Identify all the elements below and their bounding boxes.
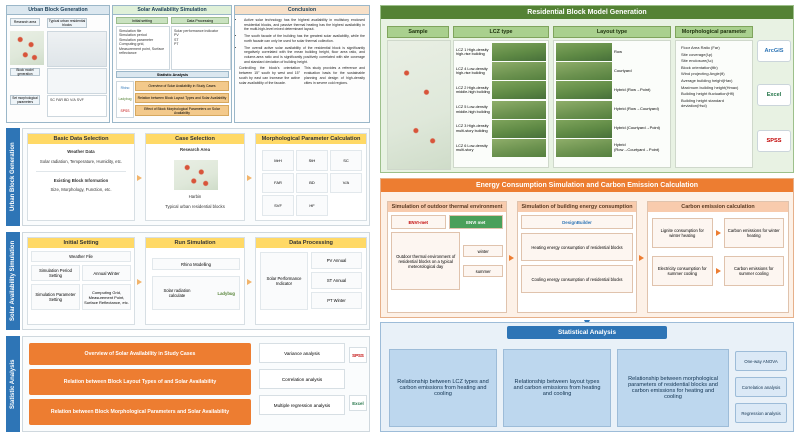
- spss-logo: SPSS: [120, 109, 130, 114]
- ladybug-logo: Ladybug: [118, 97, 132, 102]
- designbuilder-logo: DesignBuilder: [521, 215, 633, 229]
- arrow-right: [247, 279, 252, 285]
- section-title: Residential Block Model Generation: [381, 6, 793, 19]
- morph-param-3: Site enclosure(λc): [681, 58, 714, 64]
- solar-performance-indicator-label: Solar Performance Indicator: [260, 252, 308, 310]
- morph-param-7: Maximum building height(Hmax): [681, 84, 739, 90]
- param-svf: SVF: [262, 195, 294, 216]
- layout-item-5-image: [556, 120, 612, 138]
- note-research-area: Research area: [10, 18, 40, 26]
- panel-title: Simulation of outdoor thermal environment: [388, 202, 506, 212]
- panel-carbon-emission-calculation: [647, 201, 789, 313]
- initial-setting-header: Initial setting: [116, 17, 168, 24]
- card-title: Basic Data Selection: [28, 134, 134, 144]
- lcz-item-6-image: [492, 139, 546, 157]
- stat-card-morph: Relationship between morphological parameters of residential blocks and carbon emissions for heating and cooling: [617, 349, 729, 427]
- morphological-parameter-list: [675, 40, 753, 168]
- panel-urban-block-generation: [6, 5, 110, 123]
- layout-item-3-label: Hybrid (Row→Point): [614, 87, 651, 93]
- lcz-item-2-label: LCZ 4 Low-density high-rise building: [456, 66, 488, 76]
- layout-item-4-image: [556, 101, 612, 119]
- layout-item-6-label: Hybrid (Row→Courtyard→Point): [614, 142, 660, 152]
- spss-logo: SPSS: [757, 130, 791, 152]
- layout-type-list: [553, 40, 671, 168]
- spss-logo: SPSS: [349, 347, 367, 363]
- initial-setting-body: [116, 26, 170, 70]
- simulation-parameter-label: Simulation Parameter Setting: [31, 284, 80, 310]
- electricity-consumption-item: Electricity consumption for summer cooling: [652, 256, 713, 286]
- lcz-item-1-label: LCZ 1 High-density high-rise building: [456, 47, 489, 56]
- col-header-sample: Sample: [387, 26, 449, 38]
- param-bd: BD: [64, 98, 69, 102]
- param-hf: HF: [296, 195, 328, 216]
- method-correlation-analysis: Correlation analysis: [735, 377, 787, 397]
- layout-item-2-image: [556, 62, 612, 80]
- panel-conclusion: [234, 5, 370, 123]
- lcz-item-5-image: [492, 120, 546, 138]
- section-residential-block-model-generation: [380, 5, 794, 173]
- heating-energy-item: Heating energy consumption of residential blocks: [521, 233, 633, 261]
- typical-blocks-label: Typical urban residential blocks: [165, 204, 225, 209]
- solar-radiation-calculate-label: Solar radiation calculate: [163, 288, 191, 298]
- sim-parameter-detail: Computing grid, Measurement point, Surface reflectance: [119, 42, 165, 56]
- excel-logo: Excel: [349, 395, 367, 411]
- morph-param-1: Floor Area Ratio (Far): [681, 45, 720, 50]
- weather-data-label: Weather Data: [67, 149, 95, 154]
- morph-param-6: Average building height(Hav): [681, 77, 733, 83]
- lcz-item-6-label: LCZ 6 Low-density multi-story: [456, 143, 488, 152]
- panel-solar-availability-simulation: [112, 5, 232, 123]
- lcz-item-3-label: LCZ 2 High-density middle-high building: [456, 86, 490, 95]
- param-sc: SC: [330, 150, 362, 171]
- param-mrh: MrH: [262, 150, 294, 171]
- panel-title: Solar Availability Simulation: [113, 6, 231, 15]
- card-title: Case Selection: [146, 134, 244, 144]
- block-samples-image: [47, 31, 107, 67]
- card-case-selection: [145, 133, 245, 221]
- note-typical-blocks: Typical urban residential blocks: [48, 19, 86, 27]
- stage-2-panel: [22, 232, 370, 330]
- param-sc: SC: [50, 98, 55, 102]
- arcgis-logo: ArcGIS: [757, 40, 791, 62]
- stat-item-layout: Relation between Block Layout Types and Solar Availability: [135, 93, 229, 103]
- cooling-energy-item: Cooling energy consumption of residential blocks: [521, 265, 633, 293]
- morph-param-4: Block orientation(θb): [681, 64, 718, 70]
- panel-outdoor-thermal-simulation: [387, 201, 507, 313]
- lignite-consumption-item: Lignite consumption for winter heating: [652, 218, 713, 248]
- layout-item-4-label: Hybrid (Row→Courtyard): [614, 106, 659, 112]
- stat-card-lcz: Relationship between LCZ types and carbon emissions from heating and cooling: [389, 349, 497, 427]
- layout-item-1-image: [556, 43, 612, 61]
- weather-file-row: Weather File: [31, 251, 131, 262]
- arrow-right: [716, 268, 721, 274]
- sim-file: Simulation file: [119, 29, 142, 33]
- simulation-parameter-value: Computing Grid, Measurement Point, Surface Reflectance, etc.: [82, 284, 131, 310]
- chip-summer: summer: [463, 265, 503, 277]
- ladybug-label: Ladybug: [217, 290, 235, 296]
- chip-winter: winter: [463, 245, 503, 257]
- section-energy-consumption: [380, 178, 794, 318]
- tool-logos: [116, 81, 134, 118]
- solar-indicator: Solar performance indicator: [174, 29, 219, 33]
- method-multiple-regression-analysis: Multiple regression analysis: [259, 395, 345, 415]
- method-variance-analysis: Variance analysis: [259, 343, 345, 363]
- sim-period: Simulation period: [119, 33, 147, 38]
- morph-param-9: Building height standard deviation(Hsd): [681, 97, 724, 108]
- indicator-pv-row: PV Annual: [311, 252, 362, 269]
- conclusion-item-4: Controlling the block's orientation between 15° south by west and 15° south by east can increase the active solar availability of the facade.: [239, 66, 300, 85]
- arrow-right: [247, 175, 252, 181]
- lcz-item-4-image: [492, 101, 546, 119]
- col-header-layout-type: Layout type: [553, 26, 671, 38]
- layout-item-3-image: [556, 81, 612, 99]
- conclusion-item-5: This study provides a reference and evaluation basis for the sustainable planning and design of high-density cities in severe cold regions.: [304, 66, 365, 85]
- param-bd: BD: [296, 173, 328, 194]
- card-title: Data Processing: [256, 238, 366, 248]
- panel-title: Simulation of building energy consumption: [518, 202, 636, 212]
- indicator-pt: PT: [174, 42, 179, 47]
- stat-bar-morph: Relation between Block Morphological Parameters and Solar Availability: [29, 399, 251, 425]
- stat-bar-layout: Relation between Block Layout Types of and Solar Availability: [29, 369, 251, 395]
- method-regression-analysis: Regression analysis: [735, 403, 787, 423]
- sample-map-image: [387, 40, 451, 170]
- harbin-map: [174, 160, 218, 190]
- note-set-morph-parameters: Set morphological parameters: [10, 95, 40, 105]
- arrow-right: [639, 255, 644, 261]
- morph-parameter-icons: [47, 95, 107, 117]
- param-far: FAR: [262, 173, 294, 194]
- layout-item-1-label: Row: [614, 48, 623, 54]
- indicator-st: ST: [174, 37, 179, 42]
- card-run-simulation: [145, 237, 245, 325]
- statistic-analysis-header: Statistic Analysis: [116, 71, 229, 78]
- arrow-right: [509, 255, 514, 261]
- lcz-item-5-label: LCZ 3 High-density multi-story building: [456, 124, 489, 133]
- param-va: V/A: [70, 98, 76, 102]
- stat-item-overview: Overview of Solar Availability in Study Cases: [135, 81, 229, 91]
- conclusion-item-2: • The south facade of the building has the greatest solar availability, while the north facade can only be used for solar thermal collection.: [244, 34, 365, 43]
- note-block-model-generation: Block model generation: [10, 68, 40, 76]
- indicator-st-row: ST Annual: [311, 272, 362, 289]
- col-header-lcz-type: LCZ type: [453, 26, 549, 38]
- outdoor-thermal-body: Outdoor thermal environment of residential blocks on a typical meteorological day: [391, 232, 460, 290]
- stage-1-panel: [22, 128, 370, 226]
- stage-3-panel: [22, 336, 370, 432]
- stage-label-solar-availability-simulation: Solar Availability Simulation: [6, 232, 20, 330]
- panel-title: Carbon emission calculation: [648, 202, 788, 212]
- lcz-item-2-image: [492, 62, 546, 80]
- param-svf: SVF: [76, 98, 84, 102]
- data-processing-body: [171, 26, 231, 70]
- indicator-pt-row: PT Winter: [311, 292, 362, 309]
- block-model-image: [47, 68, 107, 94]
- card-basic-data-selection: [27, 133, 135, 221]
- lcz-item-4-label: LCZ 5 Low-density middle-high building: [456, 105, 490, 114]
- lcz-item-3-image: [492, 81, 546, 99]
- section-title: Energy Consumption Simulation and Carbon Emission Calculation: [381, 179, 793, 192]
- stat-card-layout: Relationship between layout types and carbon emissions from heating and cooling: [503, 349, 611, 427]
- indicator-pv: PV: [174, 33, 179, 38]
- rhino-logo: Rhino: [120, 85, 130, 90]
- envimet-logo-2: ENVI met: [449, 215, 504, 229]
- lcz-item-1-image: [492, 43, 546, 61]
- panel-title: Urban Block Generation: [7, 6, 109, 15]
- method-one-way-anova: One-way ANOVA: [735, 351, 787, 371]
- envimet-logo-1: ENVI-met: [391, 215, 446, 229]
- morph-param-5: Wind projecting Angle(θ): [681, 71, 725, 77]
- col-header-morphological-parameter: Morphological parameter: [675, 26, 753, 38]
- arrow-right: [137, 175, 142, 181]
- panel-title: Conclusion: [235, 6, 369, 15]
- conclusion-item-3: • The overall active solar availability of the residential block is significantly negatively correlated with the mean building height, floor area ratio, and volume-area ratio and is significantly positively correlated with site coverage and standard deviation of building height.: [244, 46, 365, 65]
- stage-label-urban-block-generation: Urban Block Generation: [6, 128, 20, 226]
- layout-item-2-label: Courtyard: [614, 67, 632, 73]
- stat-bar-overview: Overview of Solar Availability in Study Cases: [29, 343, 251, 365]
- param-sth: StH: [296, 150, 328, 171]
- morph-param-2: Site coverage(λp): [681, 51, 713, 57]
- research-area-label: Research Area: [180, 147, 210, 152]
- stat-item-morph: Effect of Block Morphological Parameters on Solar Availability: [135, 105, 229, 116]
- layout-item-6-image: [556, 139, 612, 157]
- card-initial-setting: [27, 237, 135, 325]
- harbin-label: Harbin: [188, 194, 202, 199]
- section-title: Statistical Analysis: [507, 326, 667, 339]
- excel-logo: Excel: [757, 84, 791, 106]
- panel-building-energy-simulation: [517, 201, 637, 313]
- param-va: V/A: [330, 173, 362, 194]
- card-title: Morphological Parameter Calculation: [256, 134, 366, 144]
- card-title: Run Simulation: [146, 238, 244, 248]
- card-morphological-parameter-calculation: [255, 133, 367, 221]
- conclusion-item-1: • Active solar technology has the highest availability in multistory enclosed residential blocks, and passive thermal heating has the highest availability in the multi-high-level mixed determinant layout.: [244, 18, 365, 32]
- simulation-period-value: Annual Winter: [82, 265, 131, 281]
- morph-param-8: Building height fluctuation(Hfl): [681, 91, 735, 97]
- section-statistical-analysis: [380, 322, 794, 432]
- stage-label-statistic-analysis: Statistic Analysis: [6, 336, 20, 432]
- param-far: FAR: [56, 98, 63, 102]
- existing-block-detail: Size, Morphology, Function, etc.: [50, 187, 112, 193]
- method-correlation-analysis: Correlation analysis: [259, 369, 345, 389]
- layout-item-5-label: Hybrid (Courtyard→Point): [614, 125, 661, 131]
- carbon-winter-heating-item: Carbon emissions for winter heating: [724, 218, 785, 248]
- existing-block-label: Existing Block Information: [53, 177, 109, 183]
- carbon-summer-cooling-item: Carbon emissions for summer cooling: [724, 256, 785, 286]
- simulation-period-label: Simulation Period Setting: [31, 265, 80, 281]
- card-data-processing: [255, 237, 367, 325]
- research-area-map: [10, 31, 44, 65]
- divider: [36, 171, 126, 172]
- data-processing-header: Data Processing: [171, 17, 229, 24]
- card-title: Initial Setting: [28, 238, 134, 248]
- arrow-right: [137, 279, 142, 285]
- lcz-type-list: [453, 40, 549, 168]
- arrow-right: [716, 230, 721, 236]
- rhino-modelling-row: Rhino Modelling: [152, 258, 240, 270]
- sim-parameter: Simulation parameter: [119, 37, 154, 42]
- weather-data-detail: Solar radiation, Temperature, Humidity, etc.: [39, 158, 123, 164]
